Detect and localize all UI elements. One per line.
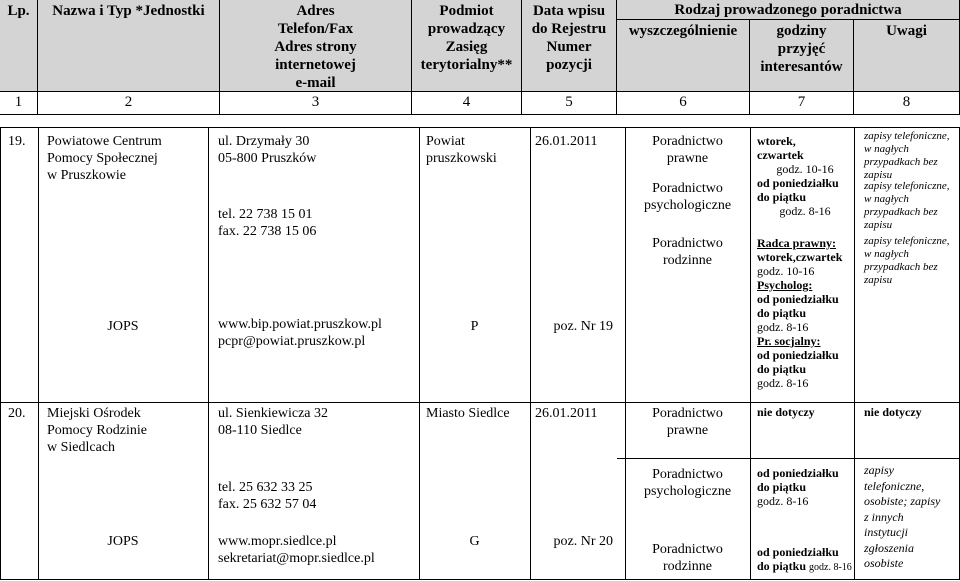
header-godziny-line: interesantów [760, 59, 843, 75]
table-rule [0, 579, 960, 580]
row-poradnictwo-line: prawne [666, 151, 709, 166]
row-uwagi-line: zapisu [864, 169, 893, 181]
header-data-line: Data wpisu [532, 3, 606, 19]
row-uwagi-line: zapisu [864, 274, 893, 286]
row-godziny-line: od poniedziałku [757, 545, 839, 559]
row-nazwa-line: Miejski Ośrodek [47, 406, 141, 421]
row-email-link[interactable]: sekretariat@mopr.siedlce.pl [218, 551, 375, 566]
row-uwagi-line: w nagłych [864, 193, 909, 205]
table-rule [0, 402, 960, 403]
row-godziny-psychologiczne [757, 466, 853, 508]
row-poradnictwo-line: Poradnictwo [652, 542, 723, 557]
row-psycholog-days: do piątku [757, 306, 807, 320]
row-uwagi-line: osobiste; zapisy [864, 494, 941, 508]
row-uwagi-line: zapisy [864, 463, 894, 477]
header-rodzaj-text: Rodzaj prowadzonego poradnictwa [674, 2, 902, 18]
row-data: 26.01.2011 [535, 406, 598, 421]
row-nazwa [47, 133, 207, 184]
header-lp-text: Lp. [7, 3, 30, 19]
header-adres-line: Adres strony [274, 39, 357, 55]
row-zasieg: G [469, 534, 480, 549]
row-poradnictwo-line: rodzinne [663, 253, 712, 268]
header-number: 1 [0, 92, 38, 115]
row-poradnictwo-prawne [625, 133, 750, 167]
row-podmiot-line: pruszkowski [426, 151, 497, 166]
row-godziny-prawne [757, 134, 853, 218]
row-godziny-rodzinne [757, 545, 853, 575]
header-podmiot [412, 0, 522, 92]
header-podmiot-line: Podmiot [439, 3, 494, 19]
row-uwagi-prawne [864, 130, 958, 182]
table-rule [530, 127, 531, 580]
header-nazwa [38, 0, 220, 92]
row-lp: 20. [8, 406, 26, 421]
row-typ: JOPS [107, 534, 139, 549]
row-poradnictwo-psychologiczne [625, 466, 750, 500]
row-adres-line: ul. Drzymały 30 [218, 134, 310, 149]
row-fax: fax. 25 632 57 04 [218, 497, 317, 512]
row-tel: tel. 25 632 33 25 [218, 480, 313, 495]
table-rule [208, 127, 209, 580]
header-uwagi-text: Uwagi [886, 23, 927, 39]
row-nazwa-line: w Pruszkowie [47, 168, 126, 183]
row-psycholog-time: godz. 8-16 [757, 320, 809, 334]
row-godziny-time: godz. 8-16 [779, 204, 831, 218]
row-poradnictwo-line: Poradnictwo [652, 181, 723, 196]
row-godziny-line: czwartek [757, 148, 804, 162]
row-pracownik-days: do piątku [757, 362, 807, 376]
row-poradnictwo-rodzinne [625, 541, 750, 575]
row-uwagi-line: zapisy telefoniczne, [864, 235, 950, 247]
header-nazwa-text: Nazwa i Typ *Jednostki [52, 3, 205, 19]
row-nazwa [47, 405, 207, 456]
header-number: 6 [617, 92, 750, 115]
row-psycholog-label: Psycholog: [757, 278, 813, 292]
row-uwagi-line: z innych [864, 509, 904, 524]
row-poradnictwo-line: psychologiczne [643, 484, 732, 499]
row-fax: fax. 22 738 15 06 [218, 224, 317, 239]
header-number: 4 [412, 92, 522, 115]
row-godziny-line: do piątku [757, 480, 807, 494]
row-telefon [218, 479, 418, 513]
row-godziny-line: od poniedziałku [757, 176, 839, 190]
header-data-line: pozycji [546, 57, 592, 73]
row-godziny-rodzinne [757, 236, 853, 390]
header-adres-line: e-mail [295, 75, 336, 91]
header-data-line: Numer [546, 39, 592, 55]
row-godziny-line: od poniedziałku [757, 466, 839, 480]
row-poradnictwo-line: rodzinne [663, 559, 712, 574]
header-data-wpisu [522, 0, 617, 92]
header-lp [0, 0, 38, 92]
row-uwagi-line: zapisu [864, 219, 893, 231]
row-adres [218, 405, 418, 439]
row-uwagi-line: telefoniczne, [864, 478, 925, 493]
row-radca-label: Radca prawny: [757, 236, 837, 250]
header-wyszczegolnienie-text: wyszczególnienie [628, 23, 738, 39]
row-web [218, 533, 418, 567]
row-uwagi-line: instytucji [864, 525, 908, 539]
table-rule [38, 127, 39, 580]
table-rule [0, 127, 1, 580]
row-poradnictwo-rodzinne [625, 235, 750, 269]
row-adres-line: ul. Sienkiewicza 32 [218, 406, 329, 421]
row-poradnictwo-line: Poradnictwo [652, 134, 723, 149]
row-numer: poz. Nr 20 [553, 534, 613, 549]
table-rule [750, 127, 751, 580]
row-uwagi-prawne: nie dotyczy [864, 405, 922, 419]
row-www-link[interactable]: www.mopr.siedlce.pl [218, 534, 337, 549]
row-uwagi-line: przypadkach bez [864, 261, 938, 273]
row-adres-line: 05-800 Pruszków [218, 151, 317, 166]
row-radca-days: wtorek,czwartek [757, 250, 843, 264]
row-radca-time: godz. 10-16 [757, 264, 815, 278]
row-poradnictwo-psychologiczne [625, 180, 750, 214]
header-podmiot-line: prowadzący [427, 21, 506, 37]
row-nazwa-line: Pomocy Społecznej [47, 151, 158, 166]
row-poradnictwo-prawne [625, 405, 750, 439]
header-number: 3 [220, 92, 412, 115]
header-godziny [750, 20, 854, 92]
row-uwagi-line: zapisy telefoniczne, [864, 130, 950, 142]
row-uwagi-line: przypadkach bez [864, 206, 938, 218]
row-numer: poz. Nr 19 [553, 319, 613, 334]
header-number: 8 [854, 92, 960, 115]
row-pracownik-time: godz. 8-16 [757, 376, 809, 390]
row-psycholog-days: od poniedziałku [757, 292, 839, 306]
row-adres [218, 133, 418, 167]
table-rule [854, 127, 855, 580]
row-uwagi-line: zgłoszenia [864, 540, 915, 555]
header-podmiot-line: terytorialny** [420, 57, 513, 73]
row-nazwa-line: w Siedlcach [47, 440, 116, 455]
row-tel: tel. 22 738 15 01 [218, 207, 313, 222]
row-uwagi-psychologiczne [864, 463, 958, 572]
row-uwagi-line: zapisy telefoniczne, [864, 180, 950, 192]
row-podmiot-line: Powiat [426, 134, 465, 149]
row-poradnictwo-line: psychologiczne [643, 198, 732, 213]
row-pracownik-label: Pr. socjalny: [757, 334, 821, 348]
row-godziny-time: godz. 8-16 [809, 562, 852, 573]
row-uwagi-line: osobiste [864, 556, 904, 570]
header-godziny-line: przyjęć [777, 41, 826, 57]
row-typ: JOPS [107, 319, 139, 334]
row-www-link[interactable]: www.bip.powiat.pruszkow.pl [218, 317, 382, 332]
header-adres [220, 0, 412, 92]
row-uwagi-rodzinne [864, 235, 958, 287]
row-poradnictwo-line: Poradnictwo [652, 467, 723, 482]
row-adres-line: 08-110 Siedlce [218, 423, 302, 438]
header-number: 5 [522, 92, 617, 115]
row-godziny-line: do piątku [757, 190, 807, 204]
row-nazwa-line: Powiatowe Centrum [47, 134, 162, 149]
row-uwagi-line: w nagłych [864, 143, 909, 155]
row-lp: 19. [8, 134, 26, 149]
row-godziny-time: godz. 10-16 [776, 162, 834, 176]
row-godziny-prawne: nie dotyczy [757, 405, 815, 419]
row-godziny-days: do piątku [757, 559, 807, 573]
header-godziny-line: godziny [776, 23, 827, 39]
header-data-line: do Rejestru [531, 21, 607, 37]
table-rule [617, 458, 960, 459]
row-poradnictwo-line: prawne [666, 423, 709, 438]
header-number: 7 [750, 92, 854, 115]
header-rodzaj [617, 0, 960, 20]
row-email-link[interactable]: pcpr@powiat.pruszkow.pl [218, 334, 366, 349]
header-adres-line: Telefon/Fax [277, 21, 354, 37]
row-godziny-time: godz. 8-16 [757, 494, 809, 508]
table-rule [0, 127, 960, 128]
row-podmiot [426, 133, 518, 167]
row-data: 26.01.2011 [535, 134, 598, 149]
row-uwagi-psychologiczne [864, 180, 958, 232]
header-adres-line: internetowej [275, 57, 356, 73]
header-adres-line: Adres [296, 3, 335, 19]
row-nazwa-line: Pomocy Rodzinie [47, 423, 147, 438]
row-telefon [218, 206, 418, 240]
row-uwagi-line: przypadkach bez [864, 156, 938, 168]
header-number: 2 [38, 92, 220, 115]
header-podmiot-line: Zasięg [445, 39, 488, 55]
row-godziny-line: wtorek, [757, 134, 796, 148]
header-wyszczegolnienie [617, 20, 750, 92]
row-pracownik-days: od poniedziałku [757, 348, 839, 362]
header-uwagi [854, 20, 960, 92]
row-poradnictwo-line: Poradnictwo [652, 236, 723, 251]
table-rule [419, 127, 420, 580]
row-zasieg: P [470, 319, 479, 334]
row-web [218, 316, 418, 350]
row-podmiot: Miasto Siedlce [426, 406, 510, 421]
row-uwagi-line: w nagłych [864, 248, 909, 260]
row-poradnictwo-line: Poradnictwo [652, 406, 723, 421]
